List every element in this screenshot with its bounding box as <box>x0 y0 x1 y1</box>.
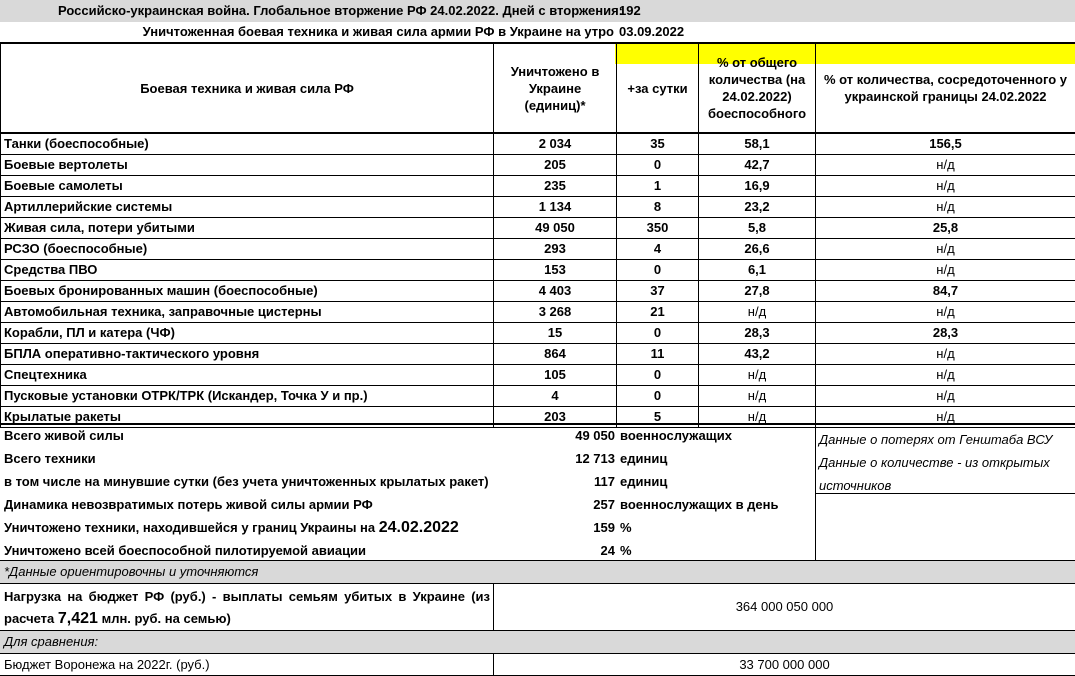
source-note-line2: Данные о количестве - из открытых источников <box>819 455 1050 493</box>
row-pct-total: н/д <box>699 302 816 323</box>
budget-label-part2: млн. руб. на семью) <box>101 611 231 626</box>
summary-label-text: Всего техники <box>4 451 96 466</box>
table-row <box>1 386 1075 407</box>
row-name: Автомобильная техника, заправочные цистерны <box>1 302 494 323</box>
header-title: Российско-украинская война. Глобальное вторжение РФ 24.02.2022. Дней с вторжения: <box>58 3 623 18</box>
table-row <box>1 260 1075 281</box>
row-per-day: 0 <box>617 155 699 176</box>
summary-unit: военнослужащих <box>620 428 732 443</box>
row-destroyed: 15 <box>494 323 617 344</box>
row-pct-total: н/д <box>699 386 816 407</box>
col-header-pct-border: % от количества, сосредоточенного у украинской границы 24.02.2022 <box>816 43 1075 133</box>
summary-value: 24 <box>600 543 615 558</box>
summary-unit: % <box>620 520 632 535</box>
row-per-day: 8 <box>617 197 699 218</box>
row-pct-border: н/д <box>816 176 1075 197</box>
footnote: *Данные ориентировочны и уточняются <box>0 561 1075 583</box>
summary-value: 159 <box>593 520 615 535</box>
header-date: 03.09.2022 <box>619 24 685 39</box>
header-subtitle-row <box>0 22 1075 42</box>
row-per-day: 1 <box>617 176 699 197</box>
row-name: Боевых бронированных машин (боеспособные) <box>1 281 494 302</box>
table-row <box>1 133 1075 155</box>
row-name: Боевые самолеты <box>1 176 494 197</box>
summary-unit: военнослужащих в день <box>620 497 779 512</box>
row-destroyed: 203 <box>494 407 617 428</box>
source-note <box>815 425 1075 494</box>
table-row <box>1 197 1075 218</box>
col-header-category: Боевая техника и живая сила РФ <box>1 43 494 133</box>
budget-label-part1: Нагрузка на бюджет РФ (руб.) - выплаты семьям убитых в Украине (из расчета <box>4 589 490 626</box>
header-subtitle: Уничтоженная боевая техника и живая сила армии РФ в Украине на утро <box>142 24 614 39</box>
row-pct-border: н/д <box>816 407 1075 428</box>
row-pct-border: 25,8 <box>816 218 1075 239</box>
summary-label-text: Уничтожено всей боеспособной пилотируемой авиации <box>4 543 367 558</box>
row-pct-border: н/д <box>816 344 1075 365</box>
summary-value: 12 713 <box>575 451 615 466</box>
row-per-day: 21 <box>617 302 699 323</box>
row-pct-border: н/д <box>816 386 1075 407</box>
comparison-label: Для сравнения: <box>0 631 1075 653</box>
row-destroyed: 205 <box>494 155 617 176</box>
row-pct-total: 28,3 <box>699 323 816 344</box>
row-name: БПЛА оперативно-тактического уровня <box>1 344 494 365</box>
row-destroyed: 4 403 <box>494 281 617 302</box>
col-header-per-day: +за сутки <box>617 43 699 133</box>
summary-value: 117 <box>594 474 615 489</box>
summary-row <box>0 540 815 562</box>
header-title-row <box>0 0 1075 22</box>
table-row <box>1 302 1075 323</box>
summary-row <box>0 471 815 493</box>
row-pct-border: н/д <box>816 197 1075 218</box>
row-per-day: 350 <box>617 218 699 239</box>
row-name: Живая сила, потери убитыми <box>1 218 494 239</box>
summary-label <box>4 425 492 447</box>
table-row <box>1 176 1075 197</box>
summary-unit: единиц <box>620 451 668 466</box>
summary-label-text: Всего живой силы <box>4 428 124 443</box>
row-name: Корабли, ПЛ и катера (ЧФ) <box>1 323 494 344</box>
summary-label-date: 24.02.2022 <box>378 519 459 536</box>
row-destroyed: 1 134 <box>494 197 617 218</box>
table-row <box>1 281 1075 302</box>
row-destroyed: 864 <box>494 344 617 365</box>
row-name: Танки (боеспособные) <box>1 133 494 155</box>
summary-label <box>4 471 492 493</box>
empty-note-cell <box>815 494 1075 563</box>
voronezh-row <box>0 653 1075 676</box>
row-pct-border: н/д <box>816 260 1075 281</box>
table-row <box>1 344 1075 365</box>
row-per-day: 35 <box>617 133 699 155</box>
col-header-pct-total: % от общего количества (на 24.02.2022) боеспособного <box>699 43 816 133</box>
voronezh-value: 33 700 000 000 <box>493 654 1075 675</box>
row-destroyed: 153 <box>494 260 617 281</box>
table-header-row <box>1 43 1075 133</box>
row-pct-total: 23,2 <box>699 197 816 218</box>
row-name: Артиллерийские системы <box>1 197 494 218</box>
row-name: Пусковые установки ОТРК/ТРК (Искандер, Точка У и пр.) <box>1 386 494 407</box>
row-pct-border: 156,5 <box>816 133 1075 155</box>
row-per-day: 4 <box>617 239 699 260</box>
row-name: РСЗО (боеспособные) <box>1 239 494 260</box>
row-pct-total: н/д <box>699 365 816 386</box>
row-per-day: 0 <box>617 260 699 281</box>
summary-row <box>0 494 815 516</box>
row-pct-border: 84,7 <box>816 281 1075 302</box>
budget-value: 364 000 050 000 <box>493 584 1075 630</box>
row-destroyed: 105 <box>494 365 617 386</box>
row-pct-border: 28,3 <box>816 323 1075 344</box>
row-pct-border: н/д <box>816 365 1075 386</box>
budget-label <box>4 586 490 630</box>
summary-label <box>4 517 492 539</box>
row-per-day: 0 <box>617 386 699 407</box>
row-per-day: 11 <box>617 344 699 365</box>
row-pct-total: 58,1 <box>699 133 816 155</box>
row-destroyed: 3 268 <box>494 302 617 323</box>
budget-label-num: 7,421 <box>57 610 98 627</box>
row-name: Средства ПВО <box>1 260 494 281</box>
source-note-line1: Данные о потерях от Генштаба ВСУ <box>819 432 1053 447</box>
table-row <box>1 323 1075 344</box>
row-name: Боевые вертолеты <box>1 155 494 176</box>
row-per-day: 37 <box>617 281 699 302</box>
summary-label-text: Уничтожено техники, находившейся у границ Украины на <box>4 520 376 535</box>
summary-label <box>4 494 492 516</box>
row-name: Крылатые ракеты <box>1 407 494 428</box>
summary-label <box>4 540 492 562</box>
row-destroyed: 4 <box>494 386 617 407</box>
summary-unit: единиц <box>620 474 668 489</box>
row-name: Спецтехника <box>1 365 494 386</box>
voronezh-label: Бюджет Воронежа на 2022г. (руб.) <box>4 657 210 672</box>
row-pct-border: н/д <box>816 302 1075 323</box>
row-pct-total: 27,8 <box>699 281 816 302</box>
table-row <box>1 365 1075 386</box>
summary-row <box>0 517 815 539</box>
table-row <box>1 239 1075 260</box>
summary-label <box>4 448 492 470</box>
row-pct-total: 43,2 <box>699 344 816 365</box>
row-pct-total: 5,8 <box>699 218 816 239</box>
row-destroyed: 293 <box>494 239 617 260</box>
row-pct-total: н/д <box>699 407 816 428</box>
row-per-day: 0 <box>617 323 699 344</box>
summary-row <box>0 425 815 447</box>
days-count: 192 <box>619 3 641 18</box>
summary-value: 257 <box>593 497 615 512</box>
row-destroyed: 49 050 <box>494 218 617 239</box>
summary-label-text: в том числе на минувшие сутки (без учета уничтоженных крылатых ракет) <box>4 474 489 489</box>
summary-block <box>0 423 1075 561</box>
row-pct-total: 16,9 <box>699 176 816 197</box>
row-destroyed: 2 034 <box>494 133 617 155</box>
summary-row <box>0 448 815 470</box>
row-pct-total: 26,6 <box>699 239 816 260</box>
table-row <box>1 218 1075 239</box>
row-pct-border: н/д <box>816 239 1075 260</box>
row-pct-total: 42,7 <box>699 155 816 176</box>
summary-unit: % <box>620 543 632 558</box>
row-pct-total: 6,1 <box>699 260 816 281</box>
col-header-destroyed: Уничтожено в Украине (единиц)* <box>494 43 617 133</box>
row-destroyed: 235 <box>494 176 617 197</box>
row-pct-border: н/д <box>816 155 1075 176</box>
table-row <box>1 155 1075 176</box>
losses-table <box>0 42 1075 428</box>
budget-row <box>0 583 1075 631</box>
row-per-day: 0 <box>617 365 699 386</box>
row-per-day: 5 <box>617 407 699 428</box>
summary-value: 49 050 <box>575 428 615 443</box>
summary-label-text: Динамика невозвратимых потерь живой силы армии РФ <box>4 497 373 512</box>
